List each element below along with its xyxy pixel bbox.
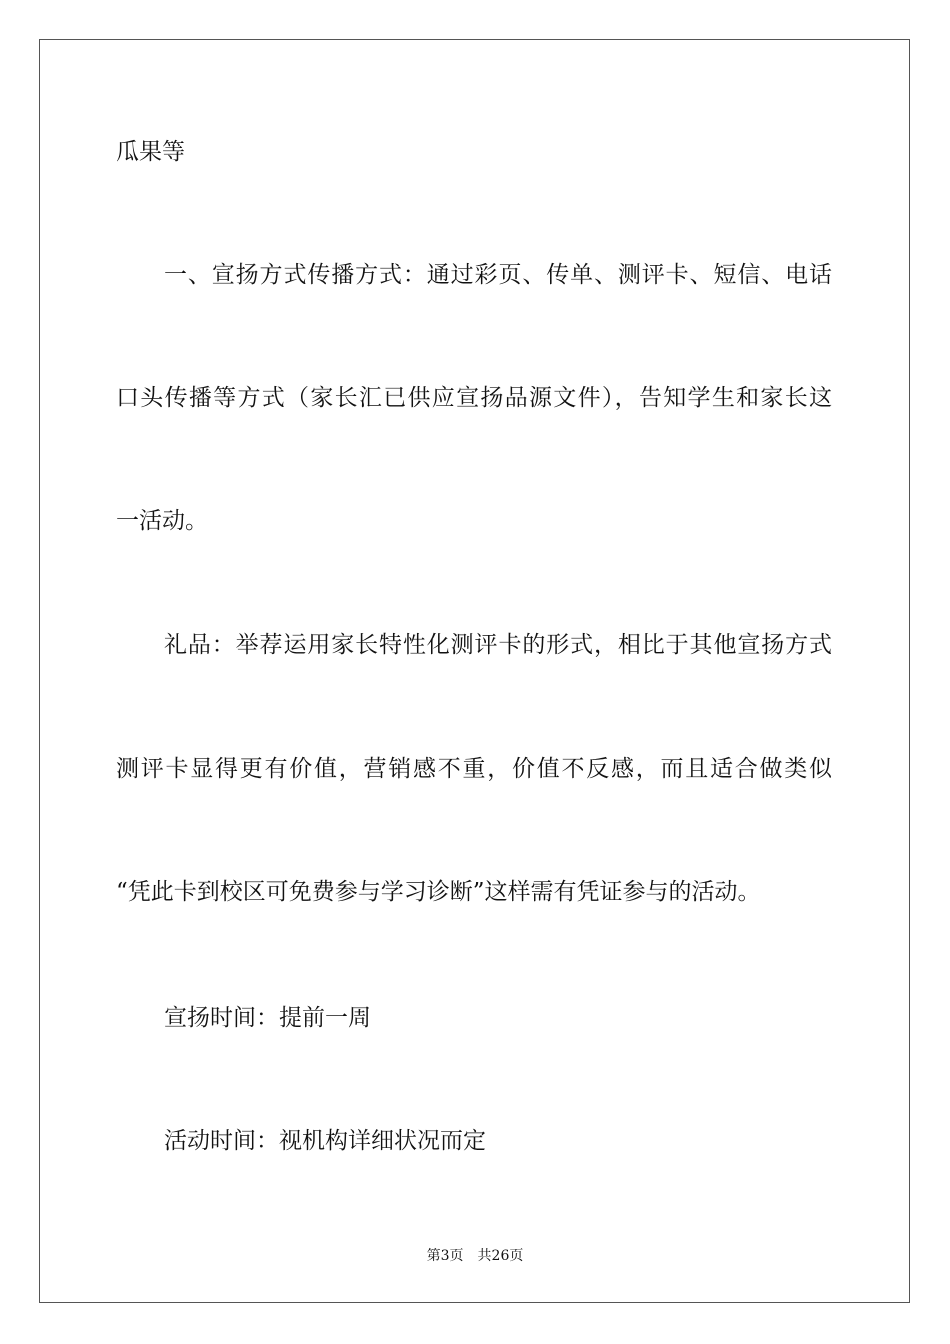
paragraph-promotion-time: 宣扬时间：提前一周 [164, 1005, 371, 1031]
paragraph-gift-cont: 测评卡显得更有价值，营销感不重，价值不反感，而且适合做类似 [116, 756, 832, 782]
paragraph-promotion-method: 一、宣扬方式传播方式：通过彩页、传单、测评卡、短信、电话 [164, 262, 832, 288]
paragraph-gift: 礼品：举荐运用家长特性化测评卡的形式，相比于其他宣扬方式 [164, 632, 832, 658]
page-border [39, 39, 910, 1303]
text-line-fragment: 瓜果等 [116, 139, 185, 165]
paragraph-promotion-method-cont: 口头传播等方式（家长汇已供应宣扬品源文件），告知学生和家长这 [116, 385, 832, 411]
paragraph-promotion-method-end: 一活动。 [116, 508, 208, 534]
paragraph-gift-end: “凭此卡到校区可免费参与学习诊断”这样需有凭证参与的活动。 [116, 879, 761, 905]
paragraph-activity-time: 活动时间：视机构详细状况而定 [164, 1128, 486, 1154]
page-number-footer: 第3页 共26页 [426, 1248, 524, 1264]
